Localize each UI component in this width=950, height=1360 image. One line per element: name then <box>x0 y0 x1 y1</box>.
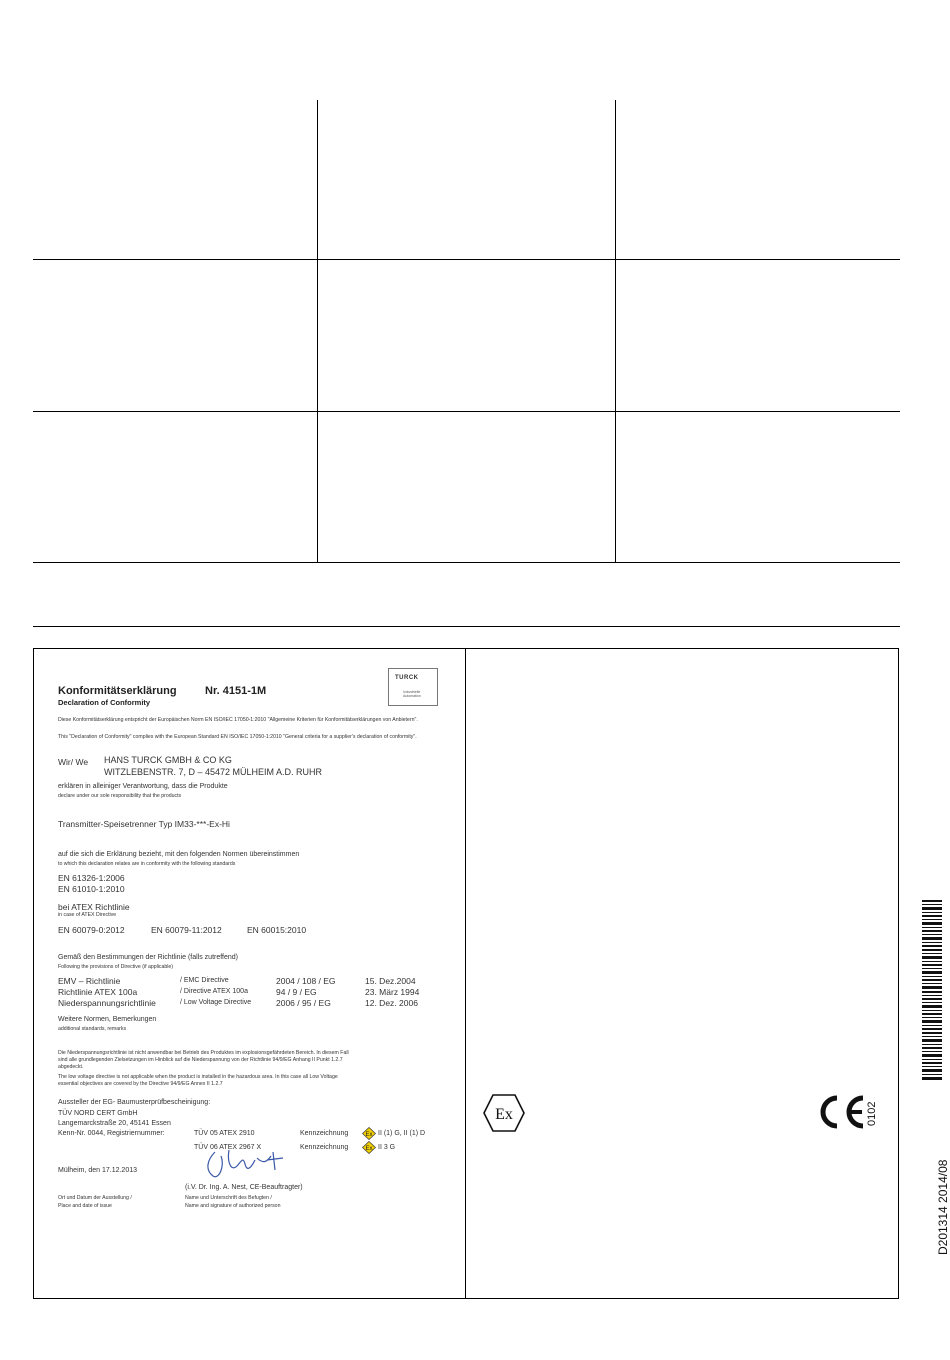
ex-mini-icon <box>362 1141 376 1159</box>
directive-2-en: / Directive ATEX 100a <box>180 988 248 995</box>
lv-note-en-2: essential objectives are covered by the Directive 94/9/EG Annex II 1.2.7 <box>58 1081 223 1087</box>
standards-intro-de: auf die sich die Erklärung bezieht, mit den folgenden Normen übereinstimmen <box>58 851 300 858</box>
lv-note-de-1: Die Niederspannungsrichtlinie ist nicht anwendbar bei Betrieb des Produktes im explosionsgefährdeten Bereich. In diesem Fall <box>58 1050 349 1056</box>
company-address: WITZLEBENSTR. 7, D – 45472 MÜLHEIM A.D. RUHR <box>104 767 323 777</box>
certificate-frame-divider <box>465 648 466 1299</box>
directive-3-en: / Low Voltage Directive <box>180 999 252 1006</box>
certificate-2-number: TÜV 06 ATEX 2967 X <box>194 1144 262 1151</box>
issuer-address: Langemarckstraße 20, 45141 Essen <box>58 1120 171 1127</box>
directive-2-date: 23. März 1994 <box>365 987 420 997</box>
declaration-number: Nr. 4151-1M <box>205 685 267 697</box>
sign-label-en: Name and signature of authorized person <box>185 1203 281 1209</box>
signatory: (i.V. Dr. Ing. A. Nest, CE-Beauftragter) <box>185 1184 303 1191</box>
logo-tagline-2: Automation <box>403 694 421 698</box>
provisions-en: Following the provisions of Directive (if applicable) <box>58 964 174 970</box>
notified-body-number: 0102 <box>866 1101 878 1126</box>
atex-standard-2: EN 60079-11:2012 <box>151 925 222 935</box>
certificate-2-marking: II 3 G <box>378 1144 396 1151</box>
lv-note-de-2: sind alle grundlegenden Zielsetzungen im Hinblick auf die Niederspannung von der Richtlinie 94/9/EG Anhang II Punkt 1.2.7 <box>58 1057 343 1063</box>
directive-1-date: 15. Dez.2004 <box>365 976 416 986</box>
directive-1-name: EMV – Richtlinie <box>58 976 121 986</box>
directive-3-ref: 2006 / 95 / EG <box>276 998 331 1008</box>
logo-wordmark: TURCK <box>395 675 419 681</box>
standard-2: EN 61010-1:2010 <box>58 884 125 894</box>
we-label: Wir/ We <box>58 757 89 767</box>
further-en: additional standards, remarks <box>58 1026 127 1032</box>
intro-de: Diese Konformitätserklärung entspricht der Europäischen Norm EN ISO/IEC 17050-1:2010 "Allgemeine Kriterien für Konformitätserklärungen von Anbietern". <box>58 717 418 723</box>
logo-tagline <box>403 690 421 698</box>
signature <box>193 1146 303 1182</box>
lv-note-en-1: The low voltage directive is not applicable when the product is installed in the hazardous area. In this case all Low Voltage <box>58 1074 338 1080</box>
further-de: Weitere Normen, Bemerkungen <box>58 1016 157 1023</box>
issuer-id: Kenn-Nr. 0044, Registriernummer: <box>58 1130 165 1137</box>
table-bottom-rule <box>33 562 900 563</box>
directive-3-name: Niederspannungsrichtlinie <box>58 998 156 1008</box>
lv-note-de-3: abgedeckt. <box>58 1064 84 1070</box>
directive-1-en: / EMC Directive <box>180 977 229 984</box>
certificate-1-number: TÜV 05 ATEX 2910 <box>194 1130 255 1137</box>
table-col-divider-1 <box>317 100 318 562</box>
place-date: Mülheim, den 17.12.2013 <box>58 1167 137 1174</box>
table-col-divider-2 <box>615 100 616 562</box>
document-code: D201314 2014/08 <box>936 1159 950 1255</box>
certificate-1-label: Kennzeichnung <box>300 1130 349 1137</box>
provisions-de: Gemäß den Bestimmungen der Richtlinie (falls zutreffend) <box>58 954 239 961</box>
certificate-2-label: Kennzeichnung <box>300 1144 349 1151</box>
place-label-en: Place and date of issue <box>58 1203 112 1209</box>
place-label-de: Ort und Datum der Ausstellung / <box>58 1195 132 1201</box>
atex-en: in case of ATEX Directive <box>58 912 117 918</box>
atex-standard-3: EN 60015:2010 <box>247 925 307 935</box>
company-name: HANS TURCK GMBH & CO KG <box>104 755 232 765</box>
standards-intro-en: to which this declaration relates are in conformity with the following standards <box>58 861 236 867</box>
ce-mark-icon <box>818 1094 866 1130</box>
table-row-divider-1 <box>33 259 900 260</box>
issuer-name: TÜV NORD CERT GmbH <box>58 1110 138 1117</box>
atex-standard-1: EN 60079-0:2012 <box>58 925 125 935</box>
declaration-of-conformity <box>48 662 453 1290</box>
intro-en: This "Declaration of Conformity" complies with the European Standard EN ISO/IEC 17050-1:2010 "General criteria for a supplier's declaration of conformity". <box>58 734 417 740</box>
issuer-label: Aussteller der EG- Baumusterprüfbescheinigung: <box>58 1099 211 1106</box>
ex-symbol-text: Ex <box>495 1106 513 1123</box>
directive-2-name: Richtlinie ATEX 100a <box>58 987 138 997</box>
certificate-1-marking: II (1) G, II (1) D <box>378 1130 426 1137</box>
sign-label-de: Name und Unterschrift des Befugten / <box>185 1195 272 1201</box>
declaration-subtitle: Declaration of Conformity <box>58 698 151 707</box>
responsibility-en: declare under our sole responsibility that the products <box>58 793 182 799</box>
svg-text:Ex: Ex <box>365 1132 373 1138</box>
declaration-title: Konformitätserklärung <box>58 685 177 697</box>
svg-text:Ex: Ex <box>365 1146 373 1152</box>
responsibility-de: erklären in alleiniger Verantwortung, dass die Produkte <box>58 783 228 790</box>
product-name: Transmitter-Speisetrenner Typ IM33-***-Ex-Hi <box>58 819 230 829</box>
table-row-divider-2 <box>33 411 900 412</box>
barcode <box>922 900 942 1080</box>
logo-tagline-1: Industrielle <box>403 690 421 694</box>
directive-2-ref: 94 / 9 / EG <box>276 987 317 997</box>
standard-1: EN 61326-1:2006 <box>58 873 125 883</box>
section-rule <box>33 626 900 627</box>
directive-3-date: 12. Dez. 2006 <box>365 998 418 1008</box>
atex-de: bei ATEX Richtlinie <box>58 902 130 912</box>
ex-hexagon-icon <box>483 1094 525 1132</box>
directive-1-ref: 2004 / 108 / EG <box>276 976 336 986</box>
turck-logo <box>388 668 438 706</box>
